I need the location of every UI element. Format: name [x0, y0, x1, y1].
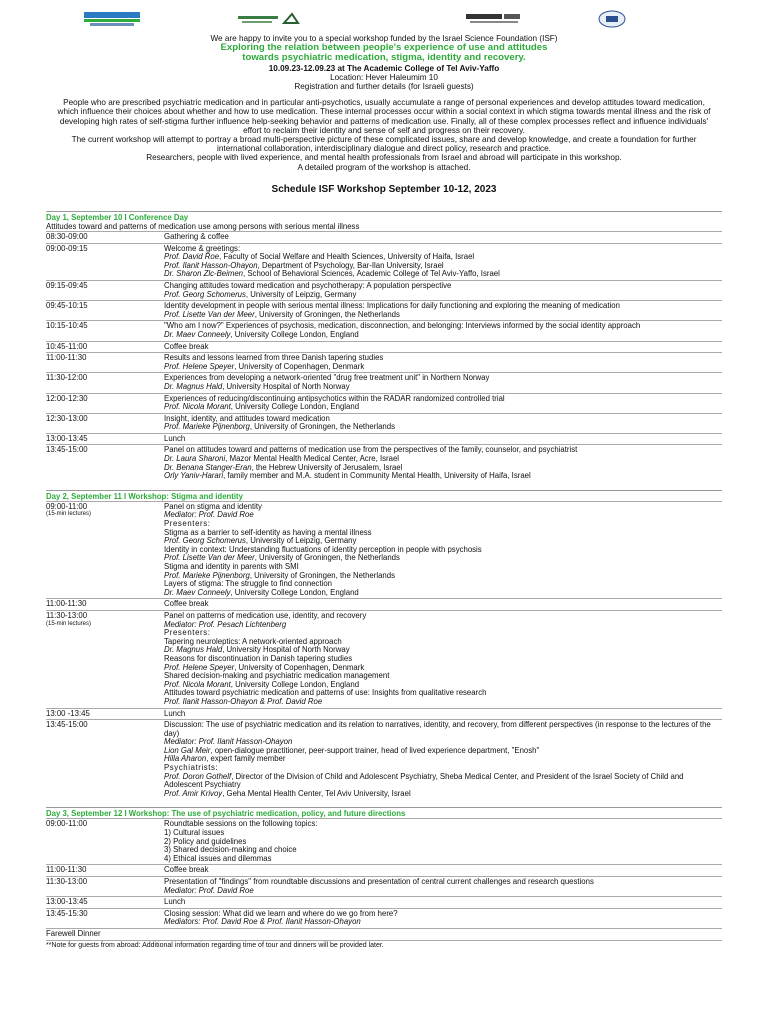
farewell-dinner: Farewell Dinner [46, 928, 722, 940]
session-line [164, 898, 718, 907]
workshop-location: Location: Hever Haleumim 10 [330, 72, 438, 82]
time-slot [46, 600, 164, 609]
schedule-row [46, 300, 722, 320]
session-text: , University College London, England [230, 329, 359, 339]
session-text: Discussion: The use of psychiatric medication and its relation to narratives, identity, and recovery, from different perspectives (in response to the lectures of the day) [164, 720, 711, 738]
invitation-line: We are happy to invite you to a special workshop funded by the Israel Science Foundation (ISF) [210, 34, 558, 43]
session-text: "Who am I now?" Experiences of psychosis, medication, disconnection, and belonging: Interviews informed by the social identity approach [164, 321, 641, 331]
time-slot [46, 233, 164, 242]
speaker-name: Mediator: Prof. David Roe [164, 510, 254, 520]
session-content [164, 898, 722, 907]
time-text: 11:30-13:00 [46, 610, 88, 620]
time-slot [46, 866, 164, 875]
session-line [164, 403, 718, 412]
speaker-name: Prof. Marieke Pijnenborg [164, 570, 250, 580]
schedule-row [46, 708, 722, 720]
session-text: Identity development in people with serious mental illness: Implications for daily functioning and exploring the meaning of medication [164, 301, 620, 311]
session-text: , University of Groningen, the Netherlands [249, 422, 395, 432]
session-line [164, 829, 718, 838]
session-line [164, 363, 718, 372]
session-line [164, 820, 718, 829]
speaker-name: Dr. Magnus Hald [164, 645, 223, 655]
time-slot [46, 302, 164, 319]
time-slot [46, 820, 164, 863]
workshop-dates: 10.09.23-12.09.23 at The Academic College of Tel Aviv-Yaffo [268, 63, 500, 73]
time-text: 09:15-09:45 [46, 280, 88, 290]
session-content [164, 820, 722, 863]
session-text: , University Hospital of North Norway [222, 381, 350, 391]
time-text: 13:00 -13:45 [46, 708, 90, 718]
lecture-length-note: (15-min lectures) [46, 511, 92, 518]
session-content [164, 245, 722, 279]
speaker-name: Prof. Georg Schomerus [164, 536, 246, 546]
lecture-length-note: (15-min lectures) [46, 620, 92, 627]
session-text: , School of Behavioral Sciences, Academic College of Tel Aviv-Yaffo, Israel [243, 269, 500, 279]
university-logo [236, 10, 306, 28]
session-line [164, 435, 718, 444]
time-slot [46, 354, 164, 371]
session-line [164, 698, 718, 707]
day-3-rows [46, 818, 722, 928]
session-text: , University of Leipzig, Germany [245, 289, 357, 299]
session-text: 2) Policy and guidelines [164, 836, 247, 846]
session-content [164, 282, 722, 299]
time-text: 08:30-09:00 [46, 232, 88, 241]
session-line [164, 383, 718, 392]
session-line [164, 600, 718, 609]
time-text: 10:15-10:45 [46, 321, 88, 331]
workshop-registration: Registration and further details (for Israeli guests) [294, 82, 474, 92]
speaker-name: Prof. Lisette Van der Meer [164, 553, 255, 563]
session-text: Panel on patterns of medication use, identity, and recovery [164, 610, 367, 620]
time-slot [46, 878, 164, 895]
session-text: Identity in context: Understanding fluctuations of identity perception in people with psychosis [164, 544, 482, 554]
intro-paragraph: Researchers, people with lived experience, and mental health professionals from Israel and abroad will participate in this workshop. [146, 153, 622, 163]
speaker-name: Dr. Benana Stanger-Eran [164, 462, 252, 472]
session-text: Changing attitudes toward medication and psychotherapy: A population perspective [164, 280, 452, 290]
schedule-row [46, 598, 722, 610]
speaker-name: Prof. Helene Speyer [164, 662, 235, 672]
session-content [164, 322, 722, 339]
session-content [164, 600, 722, 609]
session-line [164, 887, 718, 896]
schedule-row [46, 433, 722, 445]
intro-paragraph: People who are prescribed psychiatric medication and in particular anti-psychotics, usually accumulate a range of personal experiences and develop attitudes toward medication, which influence their choices about whether and how to use medication. These internal processes occur within a social context in which stigma towards mental illness and the risk of developing high rates of self-stigma further influence help-seeking behavior and patterns of medication use. Finally, all of these complex processes reflect and influence individuals' effort to reclaim their identity and sense of self and progress on their recovery. [57, 98, 711, 135]
time-text: 12:30-13:00 [46, 413, 88, 423]
time-slot [46, 446, 164, 480]
session-text: , the Hebrew University of Jerusalem, Israel [251, 462, 403, 472]
speaker-name: Lion Gal Meir [164, 745, 211, 755]
session-line [164, 621, 718, 630]
time-text: 13:45-15:00 [46, 720, 88, 730]
session-text: Panel on stigma and identity [164, 501, 262, 511]
session-line [164, 918, 718, 927]
time-text: 13:00-13:45 [46, 897, 88, 907]
session-content [164, 710, 722, 719]
schedule-row [46, 320, 722, 340]
session-text: Roundtable sessions on the following topics: [164, 819, 318, 829]
day-1-heading: Day 1, September 10 I Conference Day [46, 211, 722, 222]
partner-logo [464, 10, 524, 28]
session-text: Results and lessons learned from three Danish tapering studies [164, 353, 384, 363]
session-content [164, 395, 722, 412]
schedule-row [46, 352, 722, 372]
speaker-name: Mediators: Prof. David Roe & Prof. Ilanit Hasson-Ohayon [164, 917, 361, 927]
session-text: , Director of the Division of Child and Adolescent Psychiatry, Sheba Medical Center, and President of the Israel Society of Child and Adolescent Psychiatry [164, 771, 684, 790]
time-text: 11:00-11:30 [46, 599, 87, 609]
schedule-row [46, 876, 722, 896]
time-slot [46, 245, 164, 279]
section-label: Presenters: [164, 628, 211, 638]
session-text: Insight, identity, and attitudes toward medication [164, 413, 330, 423]
session-text: Coffee break [164, 599, 209, 609]
session-content [164, 354, 722, 371]
session-text: , University of Copenhagen, Denmark [234, 361, 365, 371]
time-slot [46, 435, 164, 444]
logo-bar [0, 0, 768, 34]
invitation-intro [0, 34, 768, 172]
time-text: 09:45-10:15 [46, 301, 88, 311]
speaker-name: Orly Yaniv-Harari [164, 471, 224, 481]
day-2-heading: Day 2, September 11 I Workshop: Stigma and identity [46, 490, 722, 501]
session-text: Lunch [164, 433, 186, 443]
session-text: , University of Leipzig, Germany [245, 536, 357, 546]
time-text: 10:45-11:00 [46, 341, 88, 351]
time-slot [46, 612, 164, 707]
college-logo [82, 10, 142, 28]
session-content [164, 503, 722, 598]
speaker-name: Dr. Maev Conneely [164, 587, 231, 597]
section-label: Psychiatrists: [164, 763, 219, 773]
speaker-name: Prof. Doron Gothelf [164, 771, 232, 781]
time-slot [46, 343, 164, 352]
speaker-name: Prof. Amir Krivoy [164, 788, 223, 798]
session-line [164, 472, 718, 481]
session-text: Panel on attitudes toward and patterns of medication use from the perspectives of the family, counselor, and psychiatrist [164, 445, 578, 455]
time-text: 09:00-09:15 [46, 243, 88, 253]
session-line [164, 755, 718, 764]
schedule-row [46, 413, 722, 433]
time-text: 12:00-12:30 [46, 393, 88, 403]
time-text: 11:00-11:30 [46, 865, 87, 875]
speaker-name: Prof. Helene Speyer [164, 361, 235, 371]
footnote: **Note for guests from abroad: Additional information regarding time of tour and dinners will be provided later. [46, 940, 722, 950]
speaker-name: Mediator: Prof. Pesach Lichtenberg [164, 619, 287, 629]
speaker-name: Prof. David Roe [164, 252, 220, 262]
session-text: , University of Groningen, the Netherlands [249, 570, 395, 580]
session-text: , University of Groningen, the Netherlands [254, 309, 400, 319]
schedule-row [46, 864, 722, 876]
session-text: , University College London, England [230, 679, 360, 689]
speaker-name: Prof. Marieke Pijnenborg [164, 422, 250, 432]
session-text: Lunch [164, 897, 186, 907]
speaker-name: Prof. Georg Schomerus [164, 289, 246, 299]
time-slot [46, 322, 164, 339]
session-text: Experiences of reducing/discontinuing antipsychotics within the RADAR randomized controlled trial [164, 393, 505, 403]
session-text: , Faculty of Social Welfare and Health Sciences, University of Haifa, Israel [219, 252, 475, 262]
session-line [164, 291, 718, 300]
time-slot [46, 374, 164, 391]
time-slot [46, 395, 164, 412]
session-text: Coffee break [164, 865, 209, 875]
speaker-name: Prof. Nicola Morant [164, 679, 231, 689]
session-line [164, 331, 718, 340]
schedule-row [46, 231, 722, 243]
time-slot [46, 898, 164, 907]
time-slot [46, 282, 164, 299]
session-line [164, 855, 718, 864]
time-slot [46, 503, 164, 598]
session-line [164, 311, 718, 320]
day-1-rows [46, 231, 722, 482]
schedule-row [46, 341, 722, 353]
session-text: , University College London, England [230, 402, 360, 412]
session-content [164, 233, 722, 242]
session-text: 4) Ethical issues and dilemmas [164, 853, 272, 863]
session-text: Tapering neuroleptics: A network-oriented approach [164, 636, 342, 646]
session-line [164, 721, 718, 738]
time-slot [46, 910, 164, 927]
schedule-row [46, 501, 722, 599]
session-content [164, 415, 722, 432]
workshop-title-line-1: Exploring the relation between people's experience of use and attitudes [220, 42, 548, 54]
session-text: 3) Shared decision-making and choice [164, 845, 297, 855]
session-text: , University of Copenhagen, Denmark [234, 662, 365, 672]
day-1-subtitle: Attitudes toward and patterns of medication use among persons with serious mental illness [46, 222, 360, 231]
speaker-name: Mediator: Prof. Ilanit Hasson-Ohayon [164, 737, 293, 747]
schedule-title: Schedule ISF Workshop September 10-12, 2023 [271, 184, 497, 195]
session-content [164, 435, 722, 444]
session-text: , expert family member [206, 754, 286, 764]
speaker-name: Prof. Nicola Morant [164, 402, 231, 412]
session-content [164, 343, 722, 352]
session-content [164, 374, 722, 391]
time-slot [46, 415, 164, 432]
session-line [164, 773, 718, 790]
session-line [164, 790, 718, 799]
time-text: 13:45-15:00 [46, 445, 88, 455]
section-label: Presenters: [164, 519, 211, 529]
session-text: Shared decision-making and psychiatric medication management [164, 671, 390, 681]
session-text: Welcome & greetings: [164, 243, 241, 253]
session-text: , Department of Psychology, Bar-Ilan University, Israel [257, 260, 444, 270]
session-text: Experiences from developing a network-oriented "drug free treatment unit" in Northern Norway [164, 373, 490, 383]
schedule-row [46, 719, 722, 799]
session-content [164, 302, 722, 319]
session-text: , Mazor Mental Health Medical Center, Acre, Israel [225, 454, 400, 464]
speaker-name: Prof. Ilanit Hasson-Ohayon & Prof. David Roe [164, 696, 323, 706]
time-text: 13:00-13:45 [46, 433, 88, 443]
session-text: 1) Cultural issues [164, 828, 225, 838]
time-text: 09:00-11:00 [46, 819, 88, 829]
session-text: , University of Groningen, the Netherlands [254, 553, 400, 563]
speaker-name: Dr. Magnus Hald [164, 381, 223, 391]
speaker-name: Dr. Sharon Zlc-Beimen [164, 269, 244, 279]
session-line [164, 233, 718, 242]
session-text: , Geha Mental Health Center, Tel Aviv University, Israel [222, 788, 411, 798]
session-content [164, 878, 722, 895]
schedule-row [46, 280, 722, 300]
intro-paragraph: The current workshop will attempt to portray a broad multi-perspective picture of these complicated issues, share and develop knowledge, and create a foundation for further international collaboration, interdisciplinary dialogue and direct policy, research and practice. [71, 135, 697, 154]
session-text: Lunch [164, 708, 186, 718]
session-text: Gathering & coffee [164, 232, 229, 241]
speaker-name: Hilla Aharon [164, 754, 207, 764]
session-text: , open-dialogue practitioner, peer-support trainer, head of lived experience department, "Enosh" [210, 745, 540, 755]
time-slot [46, 710, 164, 719]
session-line [164, 589, 718, 598]
speaker-name: Dr. Laura Sharoni [164, 454, 226, 464]
time-slot [46, 721, 164, 798]
session-text: Attitudes toward psychiatric medication and patterns of use: Insights from qualitative research [164, 688, 487, 698]
session-text: Presentation of "findings" from roundtable discussions and presentation of central current challenges and research questions [164, 877, 594, 886]
speaker-name: Mediator: Prof. David Roe [164, 885, 254, 895]
workshop-title-line-2: towards psychiatric medication, stigma, identity and recovery. [242, 52, 526, 64]
time-text: 09:00-11:00 [46, 501, 88, 511]
speaker-name: Prof. Ilanit Hasson-Ohayon [164, 260, 258, 270]
session-line [164, 270, 718, 279]
schedule-row [46, 818, 722, 864]
session-text: Stigma and identity in parents with SMI [164, 562, 299, 571]
session-line [164, 866, 718, 875]
schedule-row [46, 444, 722, 481]
schedule-row [46, 243, 722, 280]
session-text: Closing session: What did we learn and where do we go from here? [164, 908, 398, 918]
schedule-row [46, 896, 722, 908]
session-line [164, 343, 718, 352]
session-content [164, 721, 722, 798]
session-content [164, 910, 722, 927]
time-text: 11:30-12:00 [46, 373, 88, 383]
session-content [164, 612, 722, 707]
session-text: , University Hospital of North Norway [222, 645, 350, 655]
schedule-row [46, 372, 722, 392]
day-2-rows [46, 501, 722, 800]
session-text: , University College London, England [230, 587, 359, 597]
session-text: Reasons for discontinuation in Danish tapering studies [164, 653, 353, 663]
schedule-row [46, 908, 722, 928]
session-text: Layers of stigma: The struggle to find connection [164, 579, 333, 589]
time-text: 13:45-15:30 [46, 908, 88, 918]
session-line [164, 423, 718, 432]
session-content [164, 866, 722, 875]
session-text: Coffee break [164, 341, 209, 351]
session-text: , family member and M.A. student in Community Mental Health, University of Haifa, Israel [223, 471, 531, 481]
intro-paragraph: A detailed program of the workshop is attached. [297, 162, 471, 172]
schedule [46, 211, 722, 950]
time-text: 11:30-13:00 [46, 877, 88, 886]
session-line [164, 511, 718, 520]
isf-logo [594, 10, 630, 28]
schedule-row [46, 393, 722, 413]
session-text: Stigma as a barrier to self-identity as having a mental illness [164, 527, 372, 537]
session-line [164, 710, 718, 719]
schedule-row [46, 610, 722, 708]
speaker-name: Prof. Lisette Van der Meer [164, 309, 255, 319]
session-content [164, 446, 722, 480]
day-3-heading: Day 3, September 12 I Workshop: The use of psychiatric medication, policy, and future directions [46, 807, 722, 818]
speaker-name: Dr. Maev Conneely [164, 329, 231, 339]
time-text: 11:00-11:30 [46, 353, 87, 363]
